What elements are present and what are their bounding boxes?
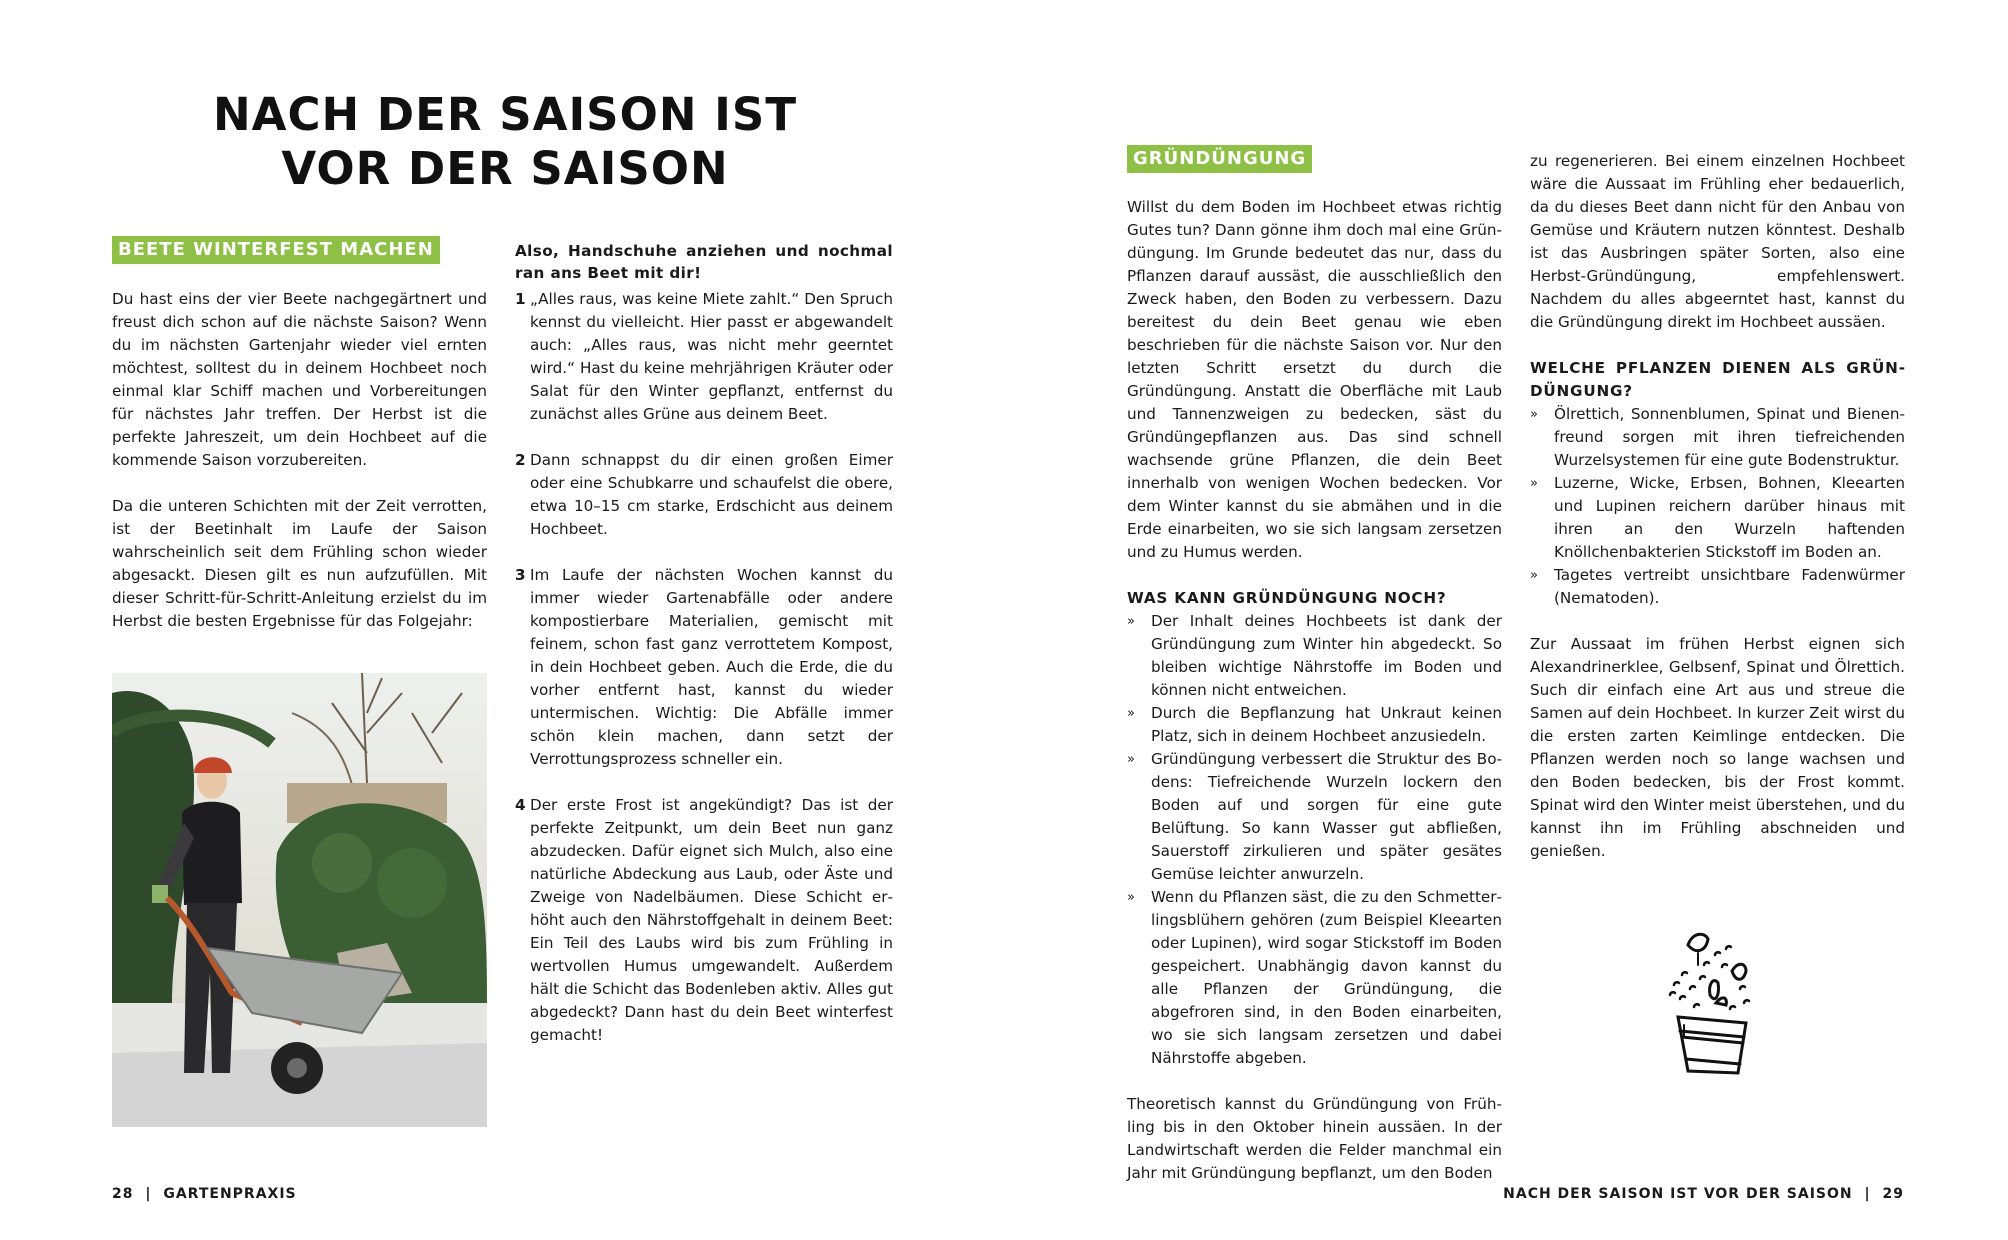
potted-plant-icon — [1660, 925, 1760, 1080]
benefit-item: » Der Inhalt deines Hochbeets ist dank der Gründüngung zum Winter hin abgedeckt. So bleiben wichtige Nährstoffe im Boden und können nicht entweichen. — [1127, 612, 1502, 699]
step-item — [515, 794, 893, 1047]
benefit-item: » Gründüngung verbessert die Struktur des Bodens: Tiefreichende Wurzeln lockern den Boden auf und sorgen für eine gute Belüftung. So kann Wasser gut abfließen, Sauerstoff zirkulieren und später gesätes Gemüse leichter anwurzeln. — [1127, 750, 1502, 883]
intro-paragraph: Du hast eins der vier Beete nachgegärtnert und freust dich schon auf die nächste Saison? Wenn du im nächsten Gartenjahr wieder viel ernten möchtest, solltest du in deinem Hochbeet noch einmal klar Schiff machen und Vorbereitungen für nächstes Jahr treffen. Der Herbst ist die perfekte Jahreszeit, um dein Hochbeet auf die kommende Saison vorzubereiten. — [112, 290, 487, 469]
plants-heading: WELCHE PFLANZEN DIENEN ALS GRÜNDÜNGUNG? — [1530, 359, 1905, 400]
intro-paragraph: Da die unteren Schichten mit der Zeit verrotten, ist der Beetinhalt im Laufe der Saison wahrscheinlich seit dem Frühling schon wieder abgesackt. Diesen gilt es nun aufzufüllen. Mit dieser Schritt-für-Schritt-Anleitung erzielst du im Herbst die besten Ergebnisse für das Folgejahr: — [112, 497, 487, 630]
section-tag-label: BEETE WINTERFEST MACHEN — [112, 236, 440, 264]
theory-paragraph: Theoretisch kannst du Gründüngung von Frühling bis in den Oktober hinein aussäen. In der Landwirtschaft werden die Felder manchmal ein Jahr mit Gründüngung bepflanzt, um den Boden — [1127, 1095, 1502, 1182]
steps-heading: Also, Handschuhe anziehen und nochmal ran ans Beet mit dir! — [515, 242, 893, 282]
page-number-right: 29 — [1882, 1186, 1904, 1202]
steps-column — [515, 240, 893, 1070]
bullet-marker: » — [1127, 752, 1135, 767]
bullet-marker: » — [1530, 407, 1538, 422]
footer-separator: | — [1864, 1186, 1871, 1202]
step-item — [515, 288, 893, 426]
page-number-left: 28 — [112, 1186, 134, 1202]
step-text: „Alles raus, was keine Miete zahlt.“ Den Spruch kennst du vielleicht. Hier passt er abgewandelt auch: „Alles raus, was nicht mehr geerntet wird.“ Hast du keine mehrjährigen Kräuter oder Salat für den Winter gepflanzt, entfernst du zunächst alles Grüne aus deinem Beet. — [530, 290, 893, 423]
step-text: Der erste Frost ist angekündigt? Das ist der perfekte Zeitpunkt, um dein Beet nun ganz abzudecken. Dafür eignet sich Mulch, also eine natürliche Abdeckung aus Laub, oder Äste und Zweige von Nadelbäumen. Diese Schicht erhöht auch den Nährstoffgehalt in deinem Beet: Ein Teil des Laubs wird bis zum Frühling in wertvollen Humus umgewandelt. Außerdem hält die Schicht das Bodenleben aktiv. Alles gut abgedeckt? Dann hast du dein Beet winterfest gemacht! — [530, 796, 893, 1044]
footer-section-label: GARTENPRAXIS — [163, 1186, 297, 1202]
photo-woman-wheelbarrow — [112, 673, 487, 1127]
photo-illustration — [112, 673, 487, 1127]
benefit-item: » Wenn du Pflanzen säst, die zu den Schmetterlingsblühern gehören (zum Beispiel Kleearten oder Lupinen), wird sogar Stickstoff im Boden gespeichert. Unabhängig davon kannst du alle Pflanzen der Gründüngung, die abgefroren sind, in den Boden einarbeiten, wo sie sich langsam zersetzen und dabei Nährstoffe abgeben. — [1127, 888, 1502, 1067]
continuation-paragraph: zu regenerieren. Bei einem einzelnen Hochbeet wäre die Aussaat im Frühling eher bedauerlich, da du dieses Beet dann nicht für den Anbau von Gemüse und Kräutern nutzen könntest. Deshalb ist das Ausbringen später Sorten, also eine Herbst-Gründüngung, empfehlenswert. Nachdem du alles abgeerntet hast, kannst du die Gründüngung direkt im Hochbeet aussäen. — [1530, 152, 1905, 331]
footer-section-label: NACH DER SAISON IST VOR DER SAISON — [1503, 1186, 1853, 1202]
gruenduengung-intro: Willst du dem Boden im Hochbeet etwas richtig Gutes tun? Dann gönne ihm doch mal eine Gründüngung. Im Grunde bedeutet das nur, dass du Pflanzen darauf aussäst, die ausschließlich den Zweck haben, den Boden zu verbessern. Dazu bereitest du dein Beet genau wie eben beschrieben für die nächste Saison vor. Nur den letzten Schritt ersetzt du durch die Gründüngung. Anstatt die Oberfläche mit Laub und Tannenzweigen zu bedecken, säst du Gründüngepflanzen aus. Das sind schnell wachsende grüne Pflanzen, die dein Beet innerhalb von wenigen Wochen bedecken. Vor dem Winter kannst du sie abmähen und in die Erde einarbeiten, wo sie sich langsam zersetzen und zu Humus werden. — [1127, 198, 1502, 561]
plants-list — [1530, 403, 1905, 610]
section-tag-beete-winterfest — [112, 236, 440, 264]
page-title-line2: VOR DER SAISON — [281, 142, 729, 195]
step-text: Dann schnappst du dir einen großen Eimer oder eine Schubkarre und schaufelst die obere, etwa 10–15 cm starke, Erdschicht aus deinem Hochbeet. — [530, 451, 893, 538]
bullet-marker: » — [1127, 706, 1135, 721]
plant-item: » Tagetes vertreibt unsichtbare Fadenwürmer (Nematoden). — [1530, 566, 1905, 607]
footer-left — [112, 1186, 297, 1202]
intro-text — [112, 288, 487, 656]
gruenduengung-column — [1127, 196, 1502, 1208]
footer-right — [1503, 1186, 1904, 1202]
step-number: 2 — [515, 451, 526, 469]
benefits-heading: WAS KANN GRÜNDÜNGUNG NOCH? — [1127, 589, 1447, 607]
step-number: 4 — [515, 796, 526, 814]
plant-item: » Ölrettich, Sonnenblumen, Spinat und Bienenfreund sorgen mit ihren tiefreichenden Wurzelsystemen für eine gute Bodenstruktur. — [1530, 405, 1905, 469]
step-item — [515, 564, 893, 771]
bullet-marker: » — [1127, 890, 1135, 905]
plants-column — [1530, 150, 1905, 886]
benefit-item: » Durch die Bepflanzung hat Unkraut keinen Platz, sich in deinem Hochbeet anzusiedeln. — [1127, 704, 1502, 745]
steps-list — [515, 288, 893, 1047]
footer-separator: | — [145, 1186, 152, 1202]
bullet-marker: » — [1530, 568, 1538, 583]
benefits-list — [1127, 610, 1502, 1070]
step-number: 3 — [515, 566, 526, 584]
sowing-paragraph: Zur Aussaat im frühen Herbst eignen sich Alexandrinerklee, Gelbsenf, Spinat und Ölrettich. Such dir einfach eine Art aus und streue die Samen auf dein Hochbeet. In kurzer Zeit wirst du die ersten zarten Keimlinge entdecken. Die Pflanzen werden noch so lange wachsen und den Boden bedecken, bis der Frost kommt. Spinat wird den Winter meist überstehen, und du kannst ihn im Frühling abschneiden und genießen. — [1530, 635, 1905, 860]
step-item — [515, 449, 893, 541]
section-tag-label: GRÜNDÜNGUNG — [1127, 145, 1312, 173]
bullet-marker: » — [1530, 476, 1538, 491]
bullet-marker: » — [1127, 614, 1135, 629]
step-number: 1 — [515, 290, 526, 308]
page-title-line1: NACH DER SAISON IST — [212, 88, 798, 141]
step-text: Im Laufe der nächsten Wochen kannst du immer wieder Gartenabfälle oder andere kompostierbare Materialien, gemischt mit feinem, schon fast ganz verrottetem Kompost, in dein Hochbeet geben. Auch die Erde, die du vorher entfernt hast, kannst du wieder untermischen. Wichtig: Die Abfälle immer schön klein machen, dann setzt der Verrottungsprozess schneller ein. — [530, 566, 893, 768]
page-title — [180, 88, 830, 196]
section-tag-gruenduengung — [1127, 145, 1312, 173]
plant-item: » Luzerne, Wicke, Erbsen, Bohnen, Kleearten und Lupinen reichern darüber hinaus mit ihren an den Wurzeln haftenden Knöllchenbakterien Stickstoff im Boden an. — [1530, 474, 1905, 561]
